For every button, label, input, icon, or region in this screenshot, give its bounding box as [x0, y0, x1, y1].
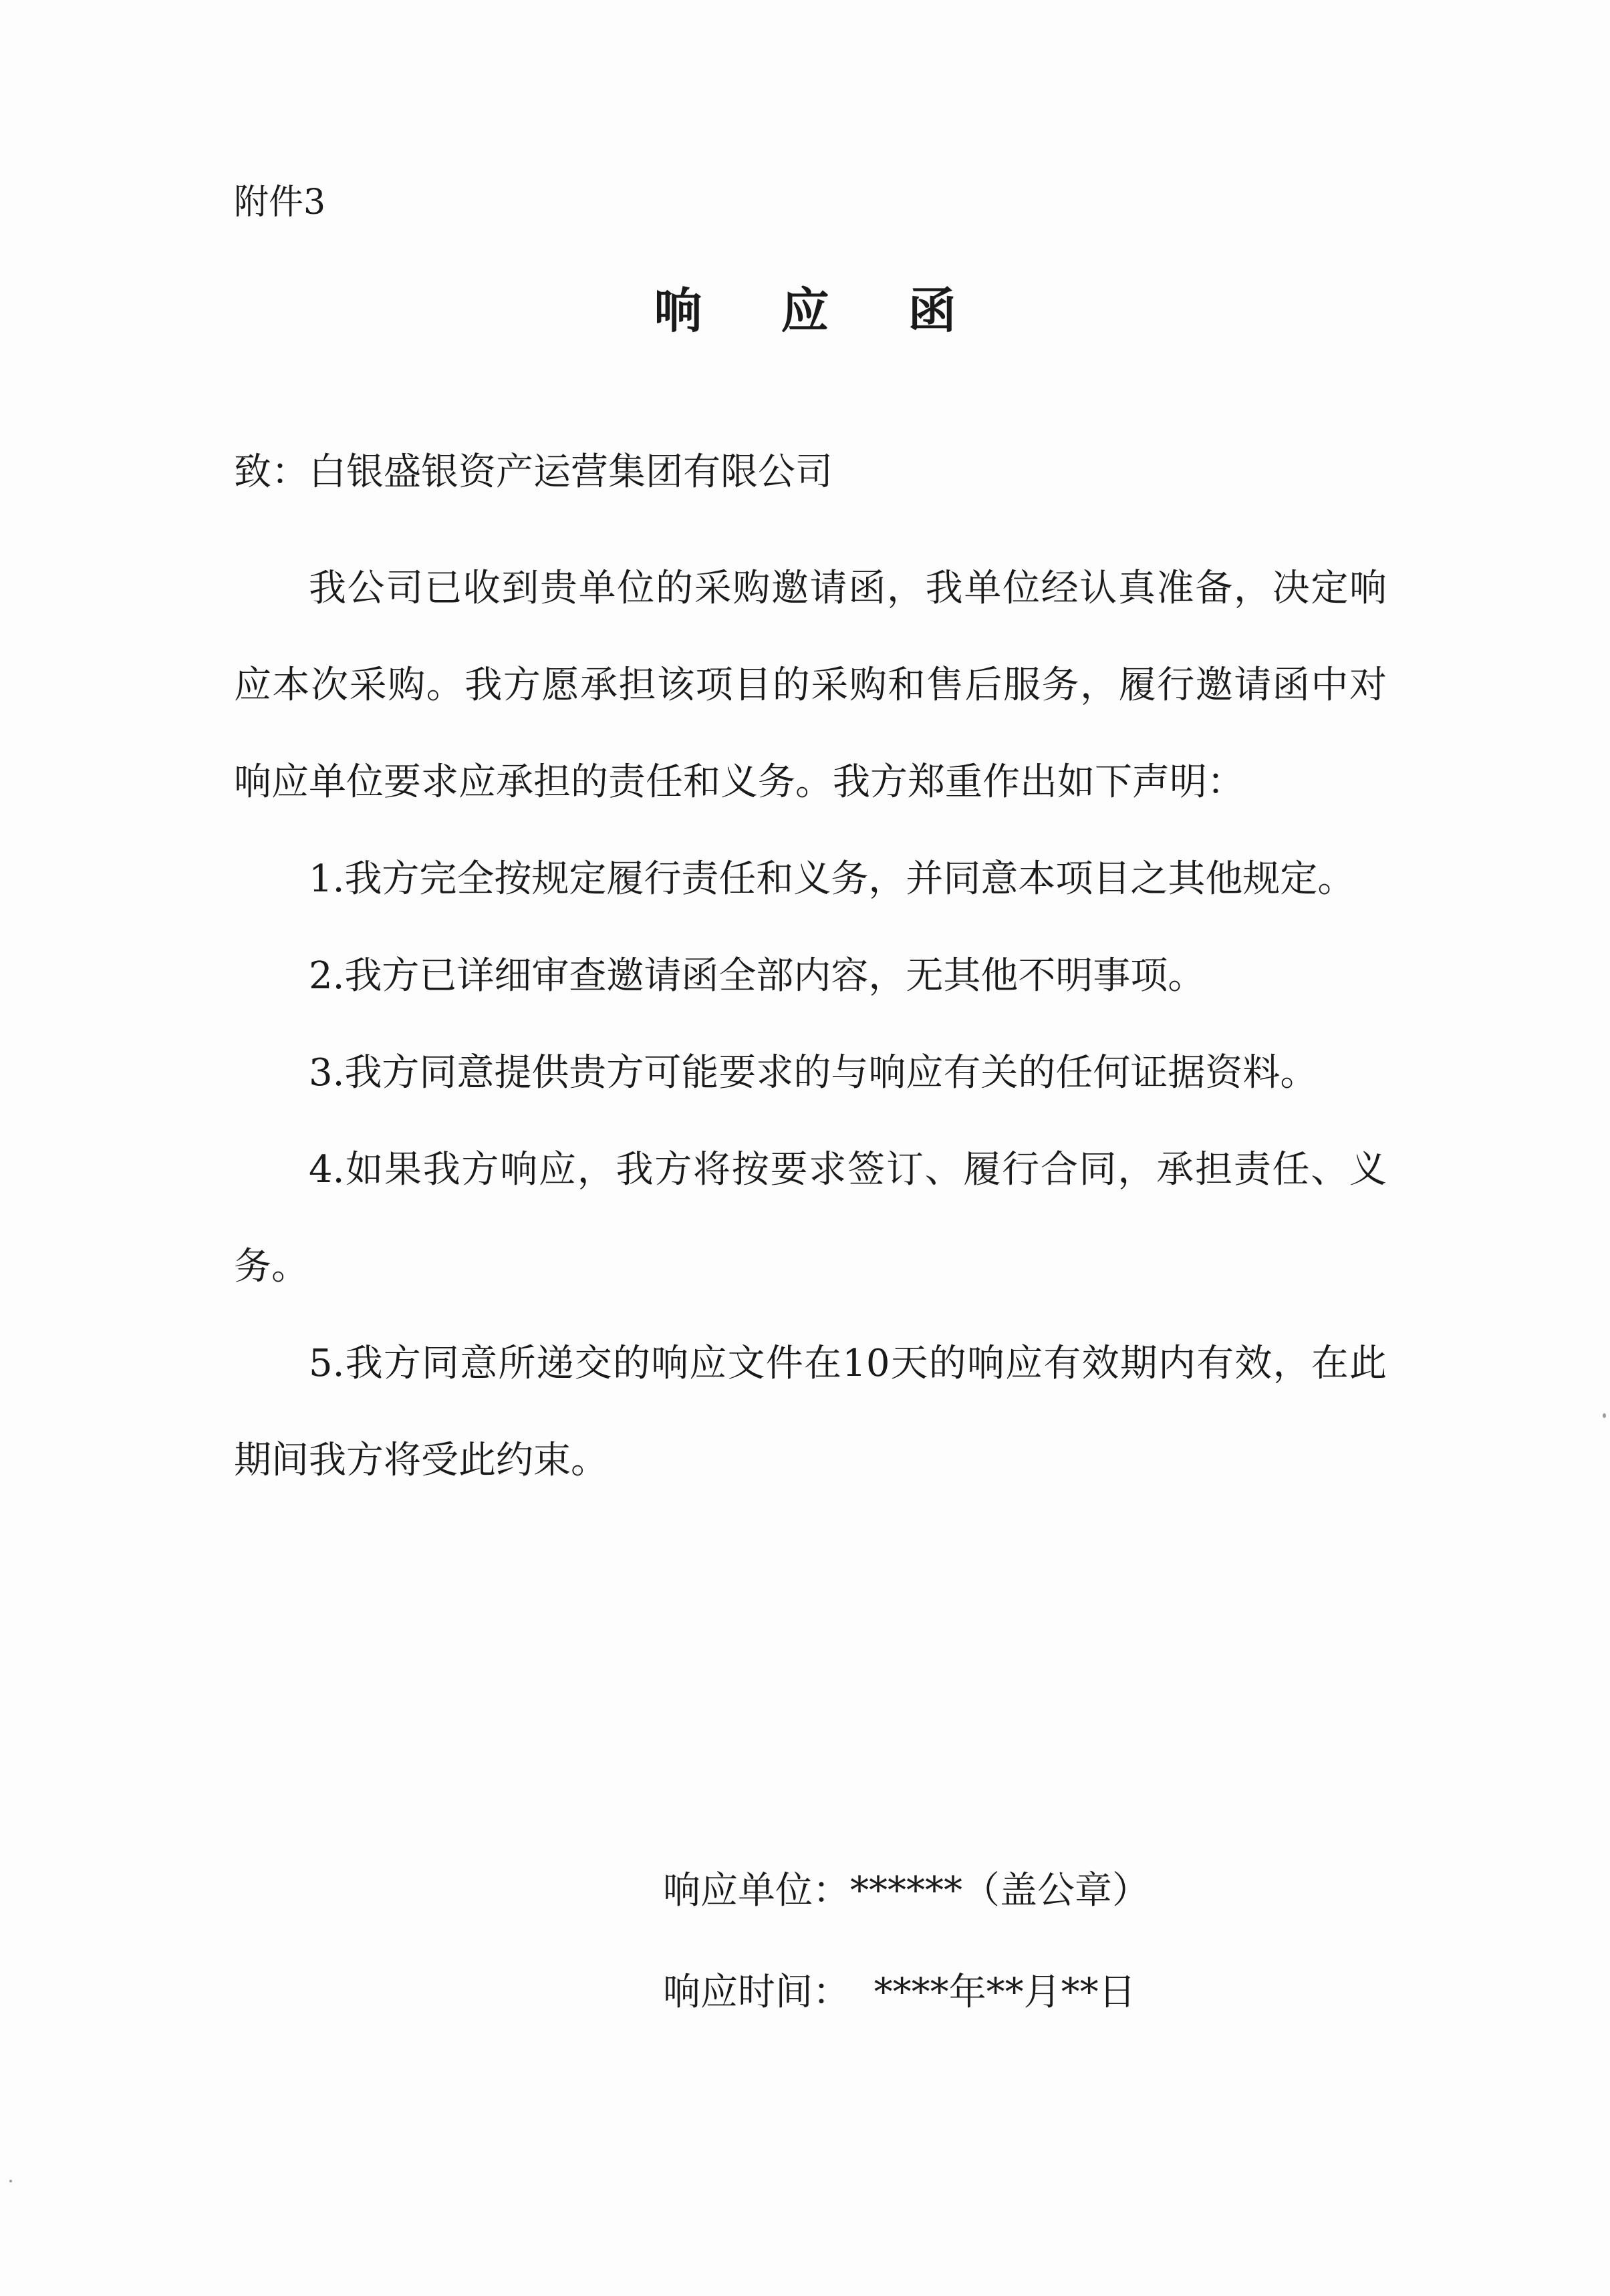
recipient-line: 致：白银盛银资产运营集团有限公司 [234, 450, 833, 494]
declaration-item-5: 5.我方同意所递交的响应文件在10天的响应有效期内有效，在此期间我方将受此约束。 [234, 1342, 1387, 1482]
declaration-item-2: 2.我方已详细审查邀请函全部内容，无其他不明事项。 [309, 954, 1206, 998]
declaration-item-4: 4.如果我方响应，我方将按要求签订、履行合同，承担责任、义务。 [234, 1148, 1387, 1288]
attachment-label: 附件3 [234, 182, 326, 223]
declaration-item-1: 1.我方完全按规定履行责任和义务，并同意本项目之其他规定。 [309, 857, 1355, 901]
response-date-line: 响应时间： ****年**月**日 [663, 1971, 1136, 2014]
declaration-item-3: 3.我方同意提供贵方可能要求的与响应有关的任何证据资料。 [309, 1051, 1318, 1095]
letter-body [234, 540, 1387, 1509]
intro-paragraph: 我公司已收到贵单位的采购邀请函，我单位经认真准备，决定响应本次采购。我方愿承担该项目的采购和售后服务，履行邀请函中对响应单位要求应承担的责任和义务。我方郑重作出如下声明： [234, 567, 1387, 804]
scan-speck [9, 2180, 12, 2182]
responding-unit-line: 响应单位：******（盖公章） [663, 1869, 1150, 1912]
document-title: 响应函 [654, 282, 1035, 339]
scan-speck [1603, 1413, 1606, 1418]
